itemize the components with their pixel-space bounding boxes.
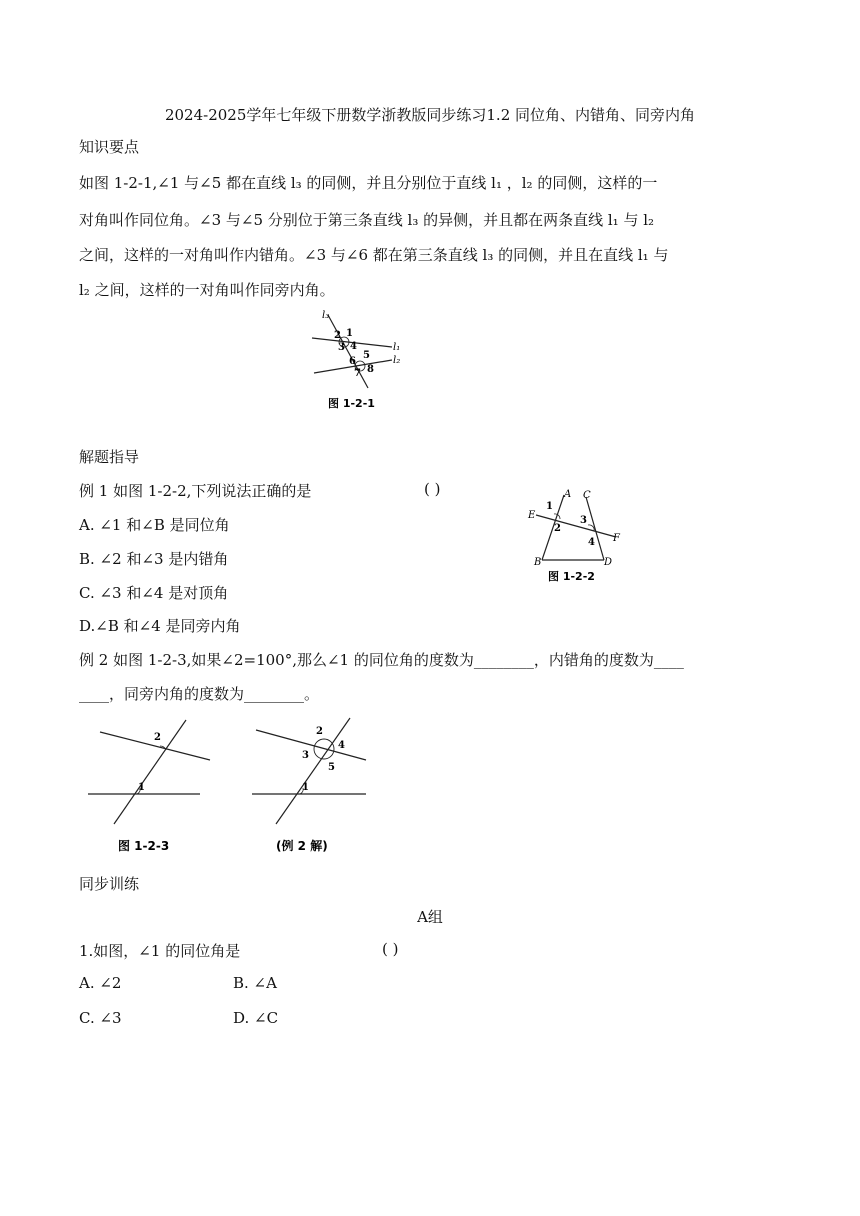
example1-option-b: B. ∠2 和∠3 是内错角 bbox=[79, 550, 229, 568]
knowledge-line-3: 之间，这样的一对角叫作内错角。∠3 与∠6 都在第三条直线 l₃ 的同侧，并且在直线 l₁ 与 bbox=[79, 246, 669, 264]
example2-line-2: ____，同旁内角的度数为________。 bbox=[79, 685, 320, 703]
fig121-label-l1: l₁ bbox=[393, 342, 401, 353]
fig-ex2-angle-2: 2 bbox=[316, 726, 323, 737]
fig121-caption: 图 1-2-1 bbox=[328, 397, 375, 410]
q1-question: 1.如图，∠1 的同位角是 bbox=[79, 942, 241, 960]
fig122-angle-4: 4 bbox=[588, 537, 595, 548]
example1-option-a: A. ∠1 和∠B 是同位角 bbox=[79, 516, 230, 534]
q1-option-d: D. ∠C bbox=[233, 1009, 279, 1027]
example1-option-d: D.∠B 和∠4 是同旁内角 bbox=[79, 617, 241, 635]
fig123-angle-2: 2 bbox=[154, 732, 161, 743]
section-heading-guide: 解题指导 bbox=[79, 448, 140, 466]
q1-option-a: A. ∠2 bbox=[79, 974, 122, 992]
fig122-point-d: D bbox=[604, 557, 613, 568]
section-heading-practice: 同步训练 bbox=[79, 875, 140, 893]
knowledge-line-2: 对角叫作同位角。∠3 与∠5 分别位于第三条直线 l₃ 的异侧，并且都在两条直线 l₁ 与 l₂ bbox=[79, 211, 655, 229]
fig121-label-l2: l₂ bbox=[393, 355, 401, 366]
fig-ex2-caption: (例 2 解) bbox=[276, 839, 328, 853]
fig-ex2-angle-3: 3 bbox=[302, 750, 309, 761]
q1-option-c: C. ∠3 bbox=[79, 1009, 122, 1027]
fig-ex2-angle-5: 5 bbox=[328, 762, 335, 773]
page-title: 2024-2025学年七年级下册数学浙教版同步练习1.2 同位角、内错角、同旁内角 bbox=[164, 106, 696, 124]
fig123-angle-1: 1 bbox=[138, 782, 145, 793]
fig122-angle-2: 2 bbox=[554, 523, 561, 534]
fig121-angle-1: 1 bbox=[346, 328, 353, 339]
figure-1-2-1 bbox=[300, 310, 420, 415]
section-heading-knowledge: 知识要点 bbox=[79, 138, 140, 156]
fig121-angle-5: 5 bbox=[363, 350, 370, 361]
fig122-point-f: F bbox=[613, 533, 620, 544]
fig121-angle-8: 8 bbox=[367, 364, 374, 375]
figure-1-2-2 bbox=[520, 485, 630, 585]
example2-line-1: 例 2 如图 1-2-3,如果∠2=100°,那么∠1 的同位角的度数为________，内错角的度数为____ bbox=[79, 651, 684, 669]
group-a-heading: A组 bbox=[417, 908, 443, 926]
fig121-angle-6: 6 bbox=[349, 356, 356, 367]
q1-option-b: B. ∠A bbox=[233, 974, 277, 992]
knowledge-line-1: 如图 1-2-1,∠1 与∠5 都在直线 l₃ 的同侧，并且分别位于直线 l₁ ，l₂ 的同侧，这样的一 bbox=[79, 174, 658, 192]
q1-answer-bracket: ( ) bbox=[382, 940, 399, 958]
example1-answer-bracket: ( ) bbox=[424, 480, 441, 498]
fig122-point-a: A bbox=[564, 489, 572, 500]
fig122-point-c: C bbox=[583, 490, 591, 501]
example1-option-c: C. ∠3 和∠4 是对顶角 bbox=[79, 584, 229, 602]
fig121-angle-4: 4 bbox=[350, 341, 357, 352]
figure-1-2-3 bbox=[82, 712, 222, 857]
fig122-caption: 图 1-2-2 bbox=[548, 570, 595, 583]
fig-ex2-angle-4: 4 bbox=[338, 740, 345, 751]
fig122-point-e: E bbox=[528, 510, 536, 521]
fig121-angle-7: 7 bbox=[354, 368, 361, 379]
fig122-angle-3: 3 bbox=[580, 515, 587, 526]
fig123-caption: 图 1-2-3 bbox=[118, 839, 170, 853]
fig122-angle-1: 1 bbox=[546, 501, 553, 512]
example1-question: 例 1 如图 1-2-2,下列说法正确的是 bbox=[79, 482, 312, 500]
fig121-angle-3: 3 bbox=[338, 342, 345, 353]
knowledge-line-4: l₂ 之间，这样的一对角叫作同旁内角。 bbox=[79, 281, 335, 299]
fig121-angle-2: 2 bbox=[334, 330, 341, 341]
fig122-point-b: B bbox=[534, 557, 542, 568]
figure-example2-solution bbox=[246, 712, 386, 857]
fig-ex2-angle-1: 1 bbox=[302, 782, 309, 793]
fig121-label-l3: l₃ bbox=[322, 310, 330, 321]
